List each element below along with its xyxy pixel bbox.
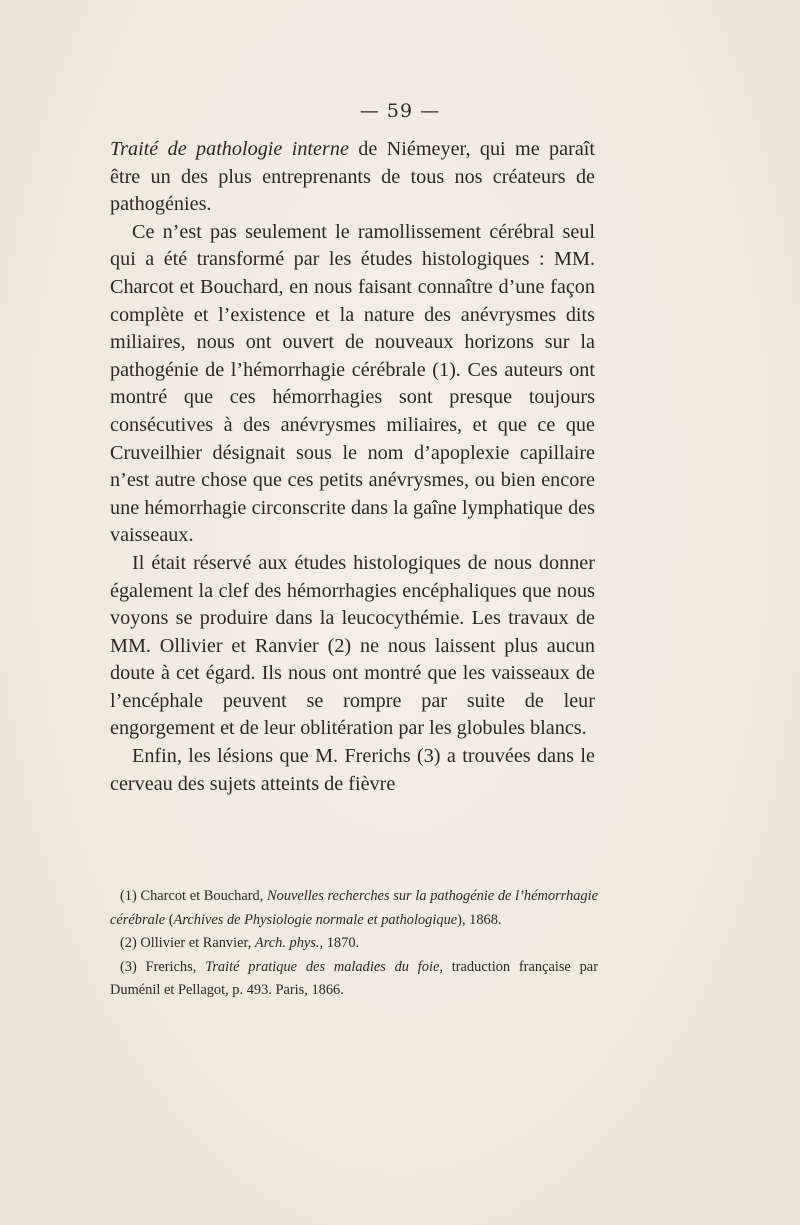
- footnote-3-author: (3) Frerichs,: [120, 958, 206, 975]
- footnote-1-journal: Archives de Physiologie normale et pathologique: [173, 911, 458, 928]
- footnote-1-authors: (1) Charcot et Bouchard,: [120, 888, 268, 904]
- footnote-2-authors: (2) Ollivier et Ranvier,: [120, 935, 255, 951]
- footnote-1-paren: (: [165, 911, 174, 928]
- footnote-3-title: Traité pratique des maladies du foie: [205, 958, 440, 975]
- footnote-3: [110, 956, 598, 1003]
- footnote-2-year: , 1870.: [319, 935, 360, 951]
- book-title: Traité de pathologie interne: [110, 138, 349, 160]
- footnote-2: [110, 932, 598, 956]
- paragraph-2: Ce n’est pas seulement le ramollissement cérébral seul qui a été transformé par les études histologiques : MM. Charcot et Bouchard, en nous faisant connaître d’une façon complète et l’existence et la nature des anévrysmes dits miliaires, nous ont ouvert de nouveaux horizons sur la pathogénie de l’hémorrhagie cérébrale (1). Ces auteurs ont montré que ces hémorrhagies sont presque toujours consécutives à des anévrysmes miliaires, et que ce que Cruveilhier désignait sous le nom d’apoplexie capillaire n’est autre chose que ces petits anévrysmes, ou bien encore une hémorrhagie circonscrite dans la gaîne lymphatique des vaisseaux.: [110, 220, 595, 547]
- footnote-1-title: Nouvelles recherches sur la pathogénie de l’hémorrhagie cérébrale: [110, 888, 598, 928]
- footnote-1: [110, 885, 598, 932]
- footnote-3-rest: , traduction française par Duménil et Pellagot, p. 493. Paris, 1866.: [110, 958, 598, 998]
- page-number: — 59 —: [359, 100, 441, 122]
- footnote-1-year: ), 1868.: [457, 911, 502, 928]
- paragraph-1: [110, 136, 595, 219]
- paragraph-3: Il était réservé aux études histologiques de nous donner également la clef des hémorrhagies encéphaliques que nous voyons se produire dans la leucocythémie. Les travaux de MM. Ollivier et Ranvier (2) ne nous laissent plus aucun doute à cet égard. Ils nous ont montré que les vaisseaux de l’encéphale peuvent se rompre par suite de leur engorgement et de leur oblitération par les globules blancs.: [110, 551, 595, 740]
- footnotes: [110, 885, 598, 1003]
- paragraph-4: Enfin, les lésions que M. Frerichs (3) a trouvées dans le cerveau des sujets atteints de fièvre: [110, 745, 595, 795]
- footnote-2-journal: Arch. phys.: [254, 935, 320, 951]
- paragraph-1-text: de Niémeyer, qui me paraît être un des plus entreprenants de tous nos créateurs de pathogénies.: [110, 138, 595, 216]
- body-text: [110, 136, 595, 798]
